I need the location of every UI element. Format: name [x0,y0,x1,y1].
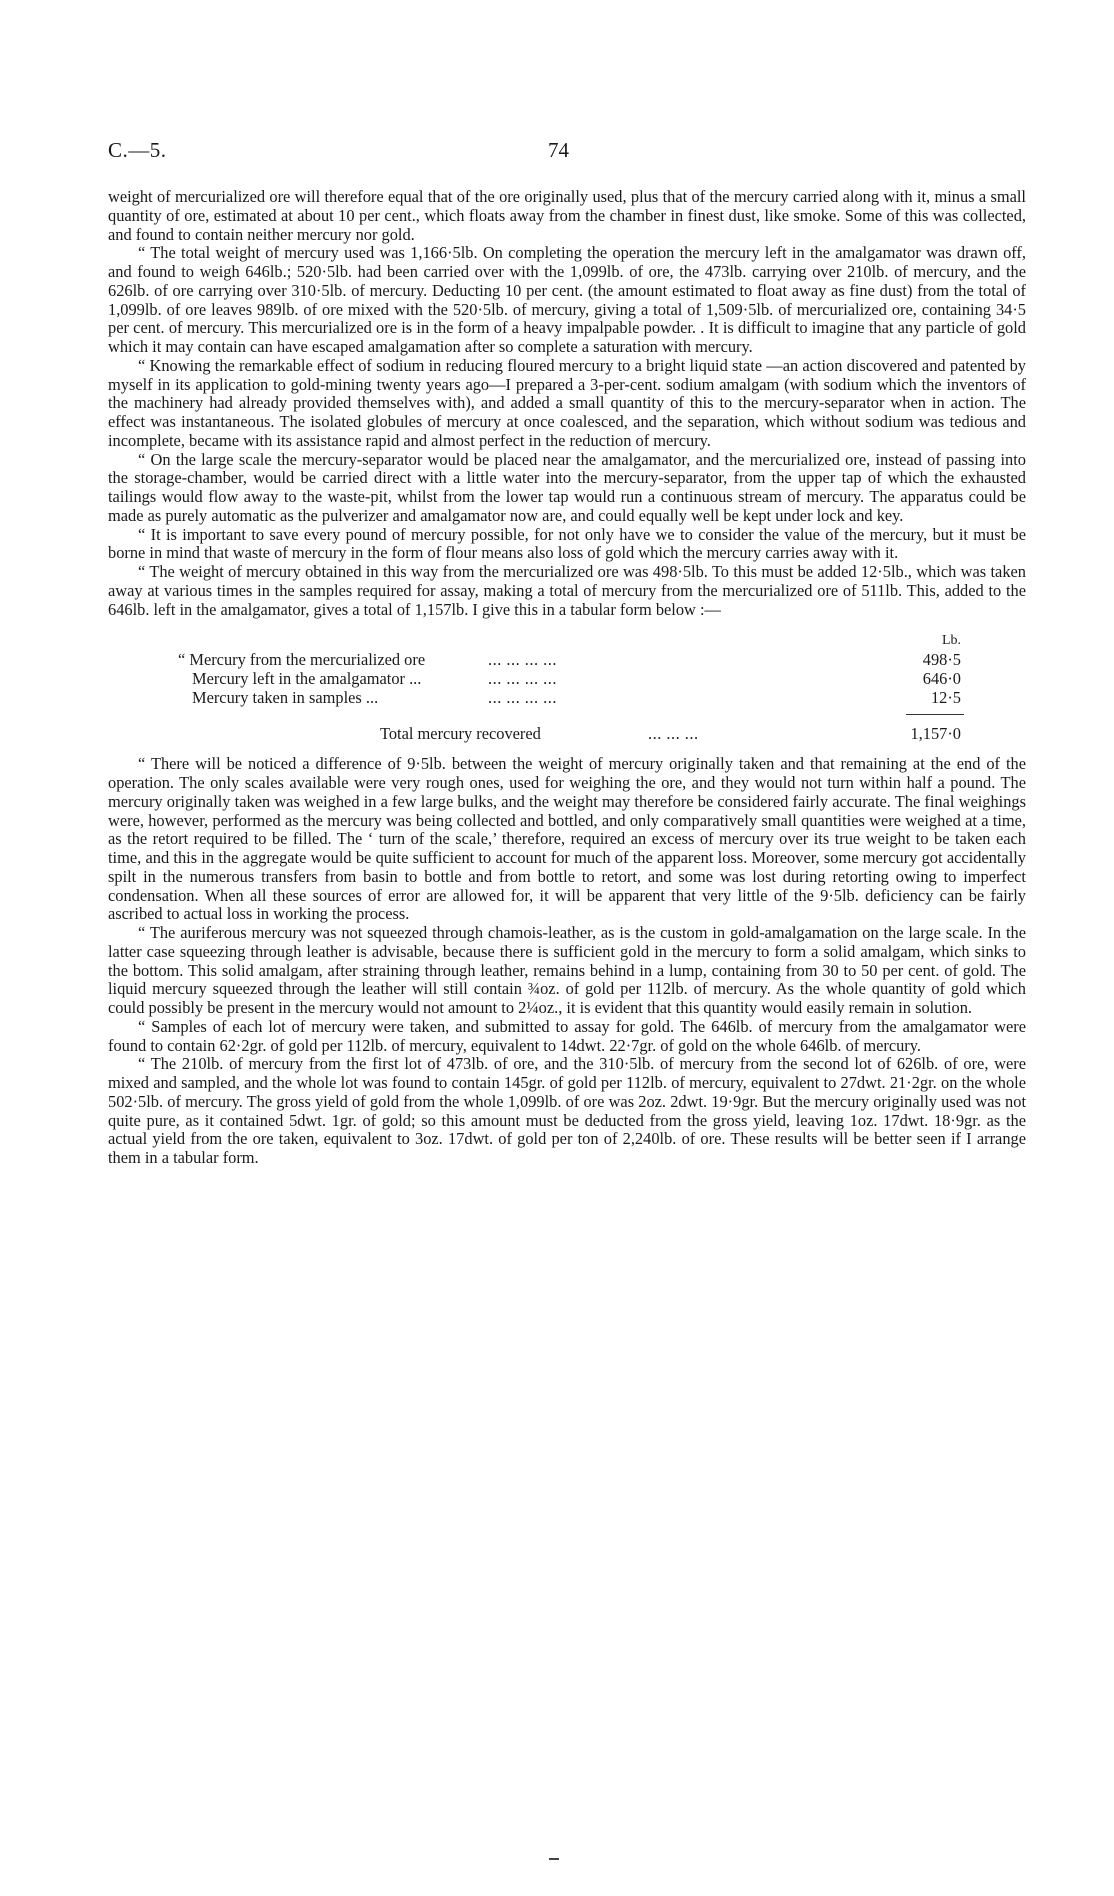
document-body [108,188,1026,1168]
paragraph-6: “ The weight of mercury obtained in this way from the mercurialized ore was 498·5lb. To this must be added 12·5lb., which was taken away at various times in the samples required for assay, making a total of mercury from the mercurialized ore of 511lb. This, added to the 646lb. left in the amalgamator, gives a total of 1,157lb. I give this in a tabular form below :— [108,562,1026,619]
paragraph-1: weight of mercurialized ore will therefore equal that of the ore originally used, plus that of the mercury carried along with it, minus a small quantity of ore, estimated at about 10 per cent., which floats away from the chamber in finest dust, like smoke. Some of this was collected, and found to contain neither mercury nor gold. [108,187,1026,244]
paragraph-10: “ The 210lb. of mercury from the first lot of 473lb. of ore, and the 310·5lb. of mercury from the second lot of 626lb. of ore, were mixed and sampled, and the whole lot was found to contain 145gr. of gold per 112lb. of mercury, equivalent to 27dwt. 21·2gr. on the whole 502·5lb. of mercury. The gross yield of gold from the whole 1,099lb. of ore was 2oz. 2dwt. 19·9gr. But the mercury originally used was not quite pure, as it contained 5dwt. 1gr. of gold; so this amount must be deducted from the gross yield, leaving 1oz. 17dwt. 18·9gr. as the actual yield from the ore taken, equivalent to 3oz. 17dwt. of gold per ton of 2,240lb. of ore. These results will be better seen if I arrange them in a tabular form. [108,1054,1026,1167]
document-code: C.—5. [108,138,167,162]
table-total-leader: ... ... ... [648,724,699,744]
table-row [108,669,1026,688]
table-row-value: 12·5 [930,688,961,708]
page-number: 74 [548,138,569,162]
paragraph-8: “ The auriferous mercury was not squeezed through chamois-leather, as is the custom in gold-amalgamation on the large scale. In the latter case squeezing through leather is advisable, because there is sufficient gold in the mercury to form a solid amalgam, which sinks to the bottom. This solid amalgam, after straining through leather, remains behind in a lump, containing from 30 to 50 per cent. of gold. The liquid mercury squeezed through the leather will still contain ¾oz. of gold per 112lb. of mercury. As the whole quantity of gold which could possibly be present in the mercury would not amount to 2¼oz., it is evident that this quantity would easily remain in solution. [108,923,1026,1017]
table-row-leader: ... ... ... ... [488,650,557,670]
table-row-label: Mercury left in the amalgamator ... [192,669,422,689]
table-total-row [108,724,1026,743]
table-sum-line [906,714,964,715]
mercury-recovery-table [108,631,1026,743]
paragraph-7: “ There will be noticed a difference of 9·5lb. between the weight of mercury originally taken and that remaining at the end of the operation. The only scales available were very rough ones, used for weighing the ore, and they would not turn within half a pound. The mercury originally taken was weighed in a few large bulks, and the weight may therefore be considered fairly accurate. The final weighings were, however, performed as the mercury was being collected and bottled, and only comparatively small quantities were weighed at a time, as the retort required to be filled. The ‘ turn of the scale,’ therefore, required an excess of mercury over its true weight to be taken each time, and this in the aggregate would be quite sufficient to account for much of the apparent loss. Moreover, some mercury got accidentally spilt in the numerous transfers from basin to bottle and from bottle to retort, and some was lost during retorting owing to imperfect condensation. When all these sources of error are allowed for, it will be apparent that very little of the 9·5lb. deficiency can be fairly ascribed to actual loss in working the process. [108,754,1026,924]
table-total-label: Total mercury recovered [380,724,541,744]
table-unit-header: Lb. [941,633,961,649]
paragraph-2: “ The total weight of mercury used was 1,166·5lb. On completing the operation the mercury left in the amalgamator was drawn off, and found to weigh 646lb.; 520·5lb. had been carried over with the 1,099lb. of ore, the 473lb. carrying over 210lb. of mercury, and the 626lb. of ore carrying over 310·5lb. of mercury. Deducting 10 per cent. (the amount estimated to float away as fine dust) from the total of 1,099lb. of ore leaves 989lb. of ore mixed with the 520·5lb. of mercury, giving a total of 1,509·5lb. of mercurialized ore, containing 34·5 per cent. of mercury. This mercurialized ore is in the form of a heavy impalpable powder. . It is difficult to imagine that any particle of gold which it may contain can have escaped amalgamation after so complete a saturation with mercury. [108,243,1026,356]
table-total-value: 1,157·0 [910,724,961,744]
table-row-label: Mercury taken in samples ... [192,688,379,708]
table-row-leader: ... ... ... ... [488,688,557,708]
table-sum-rule [108,707,1026,721]
table-row [108,650,1026,669]
table-row-value: 646·0 [922,669,961,689]
footer-mark [549,1858,559,1860]
table-row-leader: ... ... ... ... [488,669,557,689]
paragraph-3: “ Knowing the remarkable effect of sodium in reducing floured mercury to a bright liquid state —an action discovered and patented by myself in its application to gold-mining twenty years ago—I prepared a 3-per-cent. sodium amalgam (with sodium which the inventors of the machinery had already provided themselves with), and added a small quantity of this to the mercury-separator when in action. The effect was instantaneous. The isolated globules of mercury at once coalesced, and the separation, which without sodium was tedious and incomplete, became with its assistance rapid and almost perfect in the reduction of mercury. [108,355,1026,450]
table-row-label: “ Mercury from the mercurialized ore [178,650,426,670]
paragraph-9: “ Samples of each lot of mercury were taken, and submitted to assay for gold. The 646lb. of mercury from the amalgamator were found to contain 62·2gr. of gold per 112lb. of mercury, equivalent to 14dwt. 22·7gr. of gold on the whole 646lb. of mercury. [108,1016,1026,1055]
table-row-value: 498·5 [922,650,961,670]
page-header [108,138,1026,168]
table-row [108,688,1026,707]
paragraph-4: “ On the large scale the mercury-separator would be placed near the amalgamator, and the mercurialized ore, instead of passing into the storage-chamber, would be carried direct with a little water into the mercury-separator, from the upper tap of which the exhausted tailings would flow away to the waste-pit, whilst from the lower tap would run a continuous stream of mercury. The apparatus could be made as purely automatic as the pulverizer and amalgamator now are, and could equally well be kept under lock and key. [108,449,1026,525]
paragraph-5: “ It is important to save every pound of mercury possible, for not only have we to consider the value of the mercury, but it must be borne in mind that waste of mercury in the form of flour means also loss of gold which the mercury carries away with it. [108,524,1026,563]
